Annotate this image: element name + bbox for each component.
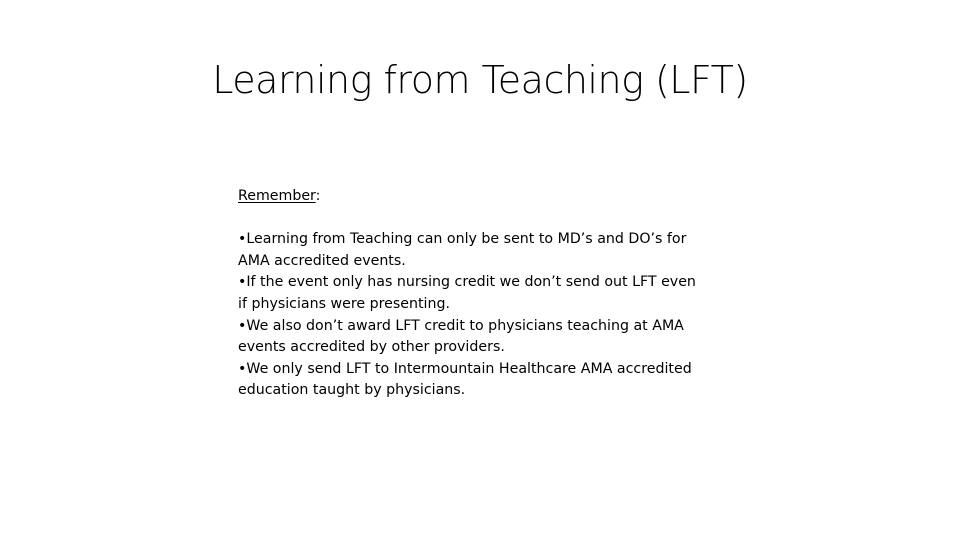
remember-heading-colon: : — [315, 188, 321, 204]
bullet-item-ama-only: •Learning from Teaching can only be sent to MD’s and DO’s for AMA accredited events. — [238, 231, 687, 269]
content-textbox — [238, 186, 698, 402]
slide-title: Learning from Teaching (LFT) — [212, 58, 748, 102]
remember-heading-text: Remember — [238, 188, 316, 204]
remember-heading — [238, 186, 698, 208]
bullet-item-other-providers: •We also don’t award LFT credit to physicians teaching at AMA events accredited by other providers. — [238, 317, 684, 356]
bullet-item-nursing-credit: •If the event only has nursing credit we don’t send out LFT even if physicians were presenting. — [238, 274, 696, 312]
bullet-item-intermountain: •We only send LFT to Intermountain Healthcare AMA accredited education taught by physicians. — [238, 360, 692, 399]
bullet-list — [238, 229, 698, 402]
